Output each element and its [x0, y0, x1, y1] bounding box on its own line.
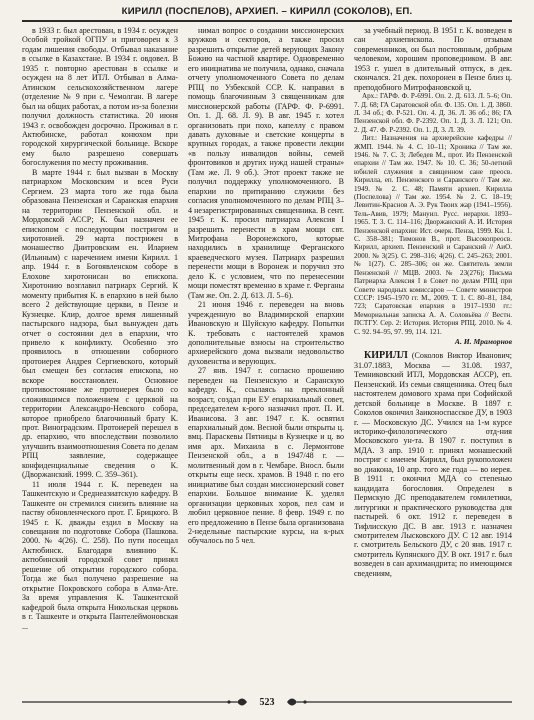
paragraph: В марте 1944 г. был вызван в Москву патриархом Московским и всея Руси Сергием. 23 марта того же года была образована Пензенская и Саранская епархия на территории Пензенской обл. и Мордовской АССР; К. был назначен ее епископом с последующим постригом и хиротонией. 29 марта пострижен в монашество Днитровским ен. Иларием (Ильиным) с наречением имени Кирилл. 1 апр. 1944 г. в Богоявленском соборе в Елохове хиротонисан во епископа. Хиротонию возглавил патриарх Сергий. К моменту прибытия К. в епархию в ней было всего 2 действующие церкви, в Пензе и Кузнецке. Клир, долгое время лишенный пастырского надзора, был вынужден дать отчет о состоянии дел в епархии, что привело к конфликту. Особенно это проявилось в отношении соборного протоиерея Андрея Сергиевского, который был смещен без согласия епископа, но вскоре восстановлен. Основное противостояние же протоиерея было со сложившимся положением с церквой на территории Александро-Невского собора, которое приобрело благочинный брату К. прот. Виноградским. Протоиерей перешел в др. епархию, что впоследствии позволило улучшить взаимоотношения Совета по делам РПЦ заявление, содержащее конфиденциальные сведения о К. (Дворжанский. 1999. С. 359–361). — [22, 167, 178, 480]
paragraph: 27 янв. 1947 г. согласно прошению переведен на Пензенскую и Саранскую кафедру. К., ссылаясь на преклонный возраст, создал при ЕУ епархиальный совет, председателем к-рого назначил прот. П. И. Иванисова. 3 авг. 1947 г. К. освятил епархиальный дом. Весной были открыты ц. вмц. Параскевы Пятницы в Кузнецке и ц. во имя арх. Михаила в с. Лермонтове Пензенской обл., а в 1947/48 г. — молитвенный дом в г. Чембаре. Вносл. были открыты еще неск. храмов. В 1948 г. по его инициативе был создан миссионерский совет епархии. Большое внимание К. уделял организации церковных хоров, пел сам и любил церковное пение. 8 февр. 1949 г. по его предложению в Пензе была организована 2-недельные пастырские курсы, на к-рых обучалось по 5 чел. — [188, 366, 344, 546]
running-header — [22, 6, 512, 22]
paragraph: 21 июня 1946 г. переведен на вновь учрежденную во Владимирской епархии Ивановскую и Шуйскую кафедру. Попытки К. требовать с настоятелей храмов дополнительные взносы на строительство архиерейского дома вызвали недовольство духовенства и верующих. — [188, 300, 344, 366]
entry-text: (Соколов Виктор Иванович; 31.07.1883, Москва — 31.08. 1937, Темниковский ИТЛ, Мордовская АССР), еп. Пензенский. Из семьи священника. Отец был настоятелем домового храма при Софийской детской больнице в Москве. В 1897 г. Соколов окончил Заиконоспасское ДУ, в 1903 г. — Московскую ДС. Учился на 1-м курсе историко-филологического отд-ния Московского ун-та. В 1907 г. поступил в МДА. 3 апр. 1910 г. принял монашеский постриг с именем Кирилл, был рукоположен во диакона, 10 апр. того же года — во иерея. В 1911 г. окончил МДА со степенью кандидата богословия. Определен в Пермскую ДС преподавателем гомилетики, литургики и практического руководства для пастырей. 6 окт. 1912 г. переведен в Тифлисскую ДС. В авг. 1913 г. назначен смотрителем Лысковского ДУ. С 12 авг. 1914 г. смотритель Бельского ДУ, с 20 янв. 1917 г. смотритель Купянского ДУ. В окт. 1917 г. был возведен в сан архимандрита; по имеющимся сведениям, — [354, 351, 512, 578]
paragraph: в 1933 г. был арестован, в 1934 г. осужден Особой тройкой ОГПУ и приговорен к 3 годам лишения свободы. Отбывал наказание в ссылке в Казахстане. В 1934 г. овдовел. В 1935 г. повторно арестован в ссылке и осужден на 8 лет ИТЛ. Отбывал в Алма-Атинском сельскохозяйственном лагере (отделение № 9 при с. Чемолган. В лагере был на общих работах, а потом из-за болезни получил должность статистика. 20 июня 1943 г. освобожден досрочно. Проживал в г. Актюбинске, работал конюхом при городской хирургической больнице. Вскоре ему было разрешено совершать богослужения по месту проживания. — [22, 26, 178, 168]
author-signature: А. И. Мраморнов — [454, 336, 512, 346]
paragraph: 11 июля 1944 г. К. переведен на Ташкентскую и Среднеазиатскую кафедру. В Ташкенте он стремился снизить влияние на паству обновленческого прот. Г. Брицкого. В 1945 г. К. дважды ездил в Москву на совещания по подготовке Собора (Пашкова. 2000. № 4(26). С. 258). По пути посещал Актюбинск. Благодаря влиянию К. актюбинский городской совет принял решение об открытии городского собора. Тогда же был получено разрешение на открытие Покровского собора в Алма-Ате. За время управления К. Ташкентской кафедрой была открыта Никольская церковь в г. Ташкенте и открыта Пантелеймоновская ... — [22, 479, 178, 631]
entry-paragraph — [354, 351, 512, 578]
running-title: КИРИЛЛ (ПОСПЕЛОВ), АРХИЕП. – КИРИЛЛ (СОКОЛОВ), ЕП. — [121, 6, 413, 17]
paragraph: за учебный период. В 1951 г. К. возведен в сан архиепископа. По отзывам современников, он был постоянным, добрым человеком, хорошим проповедником. В авг. 1953 г. ушел в длительный отпуск, в дек. скончался. 21 дек. похоронен в Пензе близ ц. преподобного Митрофановской ц. — [354, 26, 512, 92]
sources-text: Лит.: Назначения на архиерейские кафедры // ЖМП. 1944. № 4. С. 10–11; Хроника // Там же. 1946. № 7. С. 3; Лебедев М., прот. Из Пензенской епархии // Там же. 1947. № 10. С. 36; 50-летний юбилей служения в священном сане преосв. Кирилла, еп. Пензенского и Саранского // Там же. 1949. № 2. С. 48; Памяти архиеп. Кирилла (Поспелова) // Там же. 1954. № 2. С. 18–19; Левитин-Краснов А. Э. Рук Твоих жар (1941–1956). Тель-Авив, 1979; Мануил. Русс. иерархи. 1893–1965. Т. 3. С. 114–116; Дворжанский А. И. История Пензенской епархии: Ист. очерк. Пенза, 1999. Кн. 1. С. 358–381; Тимонов В., прот. Высокопреосв. Кирилл, архиеп. Пензенский и Саранский // АиО. 2000. № 3(25). С. 298–316; 4(26). С. 245–263; 2001. № 1(27). С. 285–306; он же. Святитель земли Пензенской // МЦВ. 2003. № 23(276); Письма Патриарха Алексия I в Совет по делам РПЦ при Совете народных комиссаров — Совете министров СССР: 1945–1970 гг. М., 2009. Т. 1. С. 80–81, 184, 723; Саратовская епархия в 1917–1930 гг.: Мемориальная записка А. А. Соловьёва // Вестн. ПСТГУ. Сер. 2: История. История РПЦ. 2010. № 4. С. 92. 94–95, 97. 99, 114. 121. — [354, 134, 512, 336]
text-column-3 — [354, 26, 512, 690]
entry-title: КИРИЛЛ — [364, 350, 408, 362]
sources-block — [354, 92, 512, 336]
page-number: 523 — [259, 697, 275, 708]
text-column-1 — [22, 26, 178, 690]
text-column-2 — [188, 26, 344, 690]
paragraph: нимал вопрос о создании миссионерских кружков и секторов, а также просил разрешить открытие детей верующих Закону Божию на частной квартире. Одновременно его инициатива не получила, однако, сначала отчету уполномоченного Совета по делам РПЦ по Узбекской ССР. К. направил в помощь благочинным 3 священникам для миссионерской работы (ГАРФ. Ф. Р-6991. Оп. 1. Д. 68. Л. 9). В авг. 1945 г. хотел организовать при похо, капеллу с правом давать духовные и светские концерты в крупных городах, а также провести лекции «в пользу инвалидов войны, семей фронтовиков и других нужд нашей страны» (Там же. Л. 9 об.). Этот проект также не получил поддержку уполномоченного. В епархии по притиранию служили без согласия уполномоченного по делам РПЦ 3–4 незарегистрированных священника. В сент. 1945 г. К. просил патриарха Алексия I разрешить перенести в храм мощи свт. Митрофана Воронежского, которые находились в хранилище Ферганского краеведческого музея. Патриарх разрешил перенести мощи в Воронеж и поручил это дело К. с условием, что по перенесении мощи поместят временно в храме г. Ферганы (Там же. Оп. 2. Д. 613. Л. 5–6). — [188, 26, 344, 300]
sources-text: Арх.: ГАРФ. Ф. Р-6991. Оп. 2. Д. 613. Л. 5–6; Оп. 7. Д. 68; ГА Саратовской обл. Ф. 135. Оп. 1. Д. 3860. Л. 34 об.; Ф. Р-521. Оп. 4. Д. 36. Л. 36 об.; 86; ГА Пензенской обл. Ф. Р-2392. Оп. 1. Д. 3. Л. 121; Оп. 2. Д. 47. Ф. Р-2392. Оп. 1. Д. 3. Л. 39. — [354, 92, 512, 134]
